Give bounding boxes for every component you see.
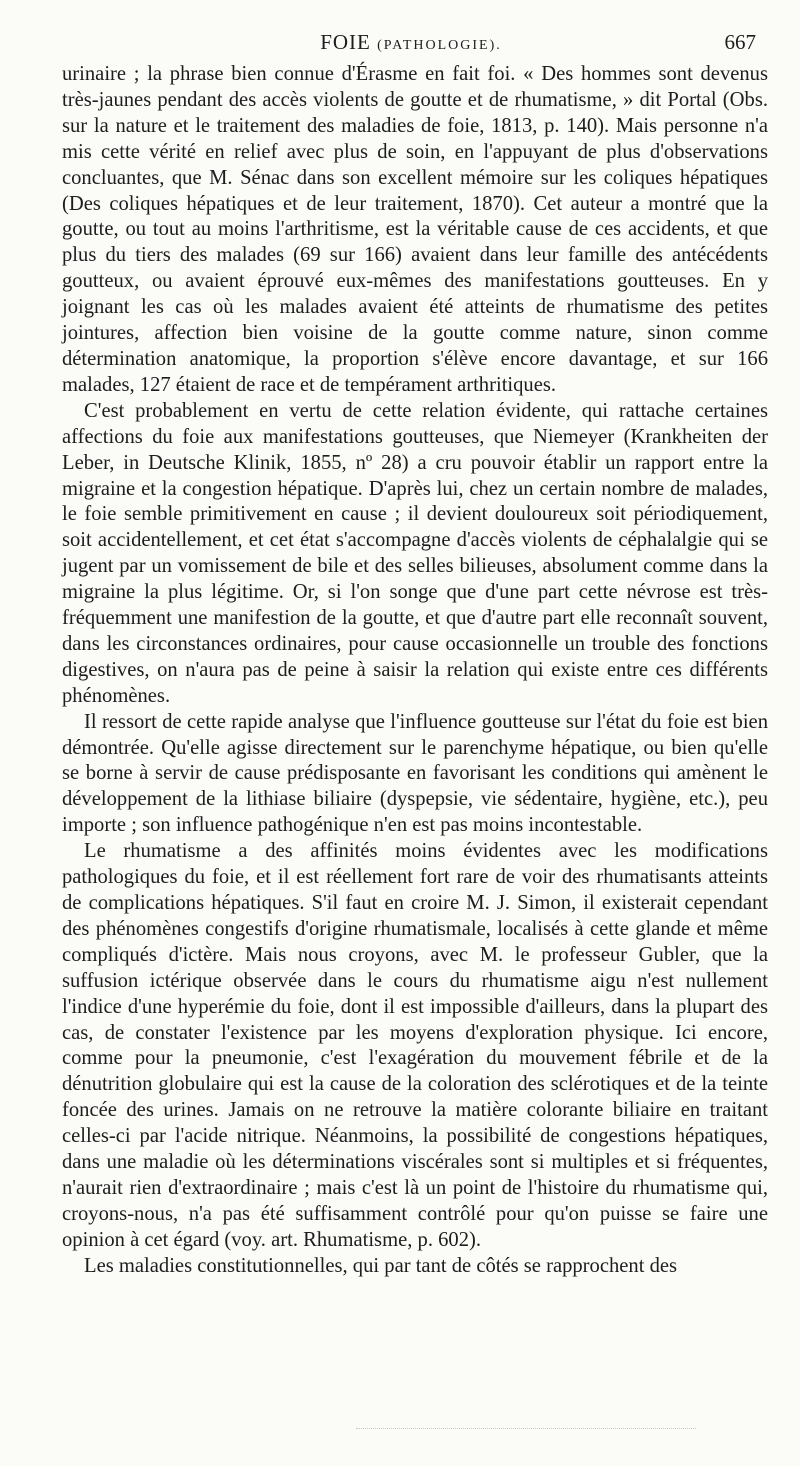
running-header [62, 30, 760, 58]
page-bottom-specks [356, 1428, 696, 1433]
running-title-main: FOIE [320, 30, 371, 54]
page-number: 667 [724, 30, 756, 54]
running-title-sub: (PATHOLOGIE). [377, 38, 502, 53]
body-text [62, 62, 768, 1280]
paragraph-maladies-constitutionnelles: Les maladies constitutionnelles, qui par tant de côtés se rapprochent des [84, 1254, 678, 1277]
paragraph-niemeyer-migraine: C'est probablement en vertu de cette relation évidente, qui rattache certaines affections du foie aux manifestations goutteuses, que Niemeyer (Krankheiten der Leber, in Deutsche Klinik, 1855, nº 28) a cru pouvoir établir un rapport entre la migraine et la congestion hépatique. D'après lui, chez un certain nombre de malades, le foie semble primitivement en cause ; il devient douloureux soit périodiquement, soit accidentellement, et cet état s'accompagne d'accès violents de céphalalgie qui se jugent par un vomissement de bile et des selles bilieuses, absolument comme dans la migraine la plus légitime. Or, si l'on songe que d'une part cette névrose est très-fréquemment une manifestion de la goutte, et que d'autre part elle reconnaît souvent, dans les circonstances ordinaires, pour cause occasionnelle un trouble des fonctions digestives, on n'aura pas de peine à saisir la relation qui existe entre ces différents phénomènes. [62, 399, 768, 707]
paragraph-goutte-conclusion: Il ressort de cette rapide analyse que l'influence goutteuse sur l'état du foie est bien démontrée. Qu'elle agisse directement sur le parenchyme hépatique, ou bien qu'elle se borne à servir de cause prédisposante en favorisant les conditions qui amènent le développement de la lithiase biliaire (dyspepsie, vie sédentaire, hygiène, etc.), peu importe ; son influence pathogénique n'en est pas moins incontestable. [62, 710, 768, 837]
paragraph-rhumatisme: Le rhumatisme a des affinités moins évidentes avec les modifications pathologiques du foie, et il est réellement fort rare de voir des rhumatisants atteints de complications hépatiques. S'il faut en croire M. J. Simon, il existerait cependant des phénomènes congestifs d'origine rhumatismale, localisés à cette glande et même compliqués d'ictère. Mais nous croyons, avec M. le professeur Gubler, que la suffusion ictérique observée dans le cours du rhumatisme aigu n'est nullement l'indice d'une hyperémie du foie, dont il est impossible d'ailleurs, dans la plupart des cas, de constater l'existence par les moyens d'exploration physique. Ici encore, comme pour la pneumonie, c'est l'exagération du mouvement fébrile et de la dénutrition globulaire qui est la cause de la coloration des sclérotiques et de la teinte foncée des urines. Jamais on ne retrouve la matière colorante biliaire en traitant celles-ci par l'acide nitrique. Néanmoins, la possibilité de congestions hépatiques, dans une maladie où les déterminations viscérales sont si multiples et si fréquentes, n'aurait rien d'extraordinaire ; mais c'est là un point de l'histoire du rhumatisme qui, croyons-nous, n'a pas été suffisamment contrôlé pour qu'on puisse se faire une opinion à cet égard (voy. art. Rhumatisme, p. 602). [62, 840, 768, 1251]
paragraph-continuation: urinaire ; la phrase bien connue d'Érasme en fait foi. « Des hommes sont devenus très-jaunes pendant des accès violents de goutte et de rhumatisme, » dit Portal (Obs. sur la nature et le traitement des maladies de foie, 1813, p. 140). Mais personne n'a mis cette vérité en relief avec plus de soin, en l'appuyant de plus d'observations concluantes, que M. Sénac dans son excellent mémoire sur les coliques hépatiques (Des coliques hépatiques et de leur traitement, 1870). Cet auteur a montré que la goutte, ou tout au moins l'arthritisme, est la véritable cause de ces accidents, et que plus du tiers des malades (69 sur 166) avaient dans leur famille des antécédents goutteux, ou avaient éprouvé eux-mêmes des manifestations goutteuses. En y joignant les cas où les malades avaient été atteints de rhumatisme des petites jointures, affection bien voisine de la goutte comme nature, sinon comme détermination anatomique, la proportion s'élève encore davantage, et sur 166 malades, 127 étaient de race et de tempérament arthritiques. [62, 63, 768, 396]
running-title [62, 30, 760, 55]
